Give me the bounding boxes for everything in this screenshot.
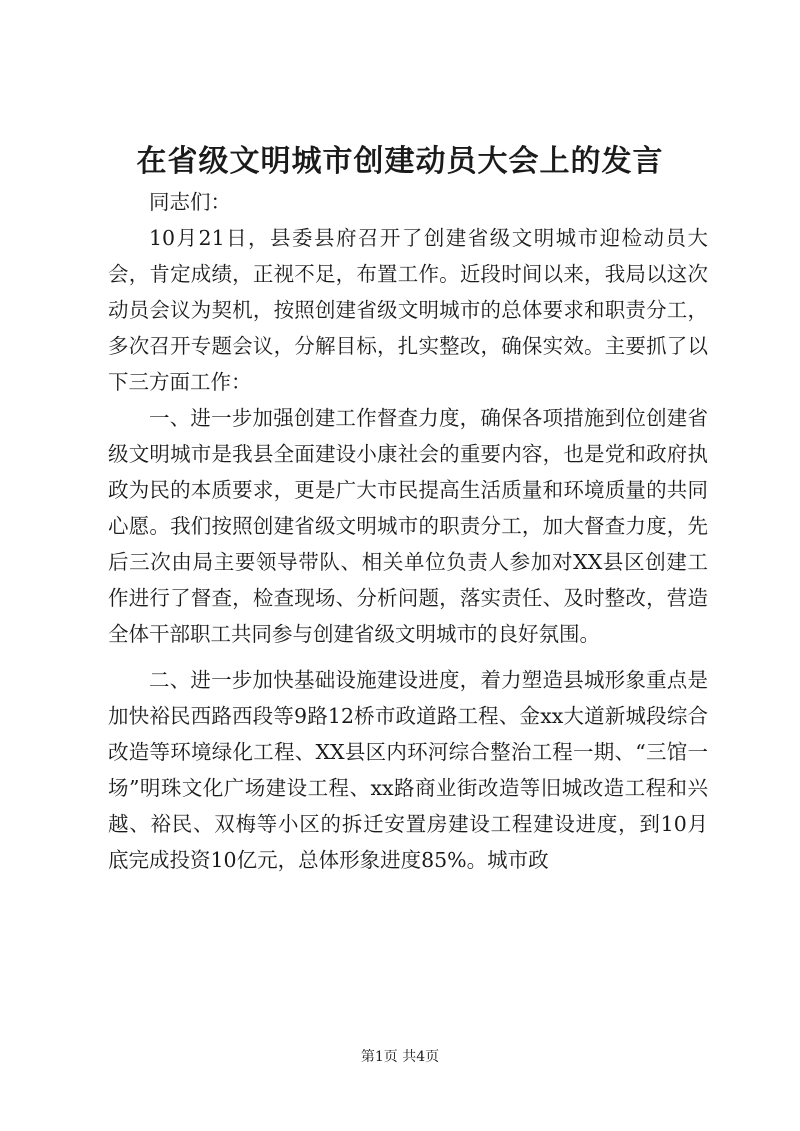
paragraph-section-one: 一、进一步加强创建工作督查力度，确保各项措施到位创建省级文明城市是我县全面建设小康社会的重要内容，也是党和政府执政为民的本质要求，更是广大市民提高生活质量和环境质量的共同心愿。我们按照创建省级文明城市的职责分工，加大督查力度，先后三次由局主要领导带队、相关单位负责人参加对XX县区创建工作进行了督查，检查现场、分析问题，落实责任、及时整改，营造全体干部职工共同参与创建省级文明城市的良好氛围。 <box>108 406 708 646</box>
page-footer: 第1页 共4页 <box>360 1049 440 1065</box>
document-title: 在省级文明城市创建动员大会上的发言 <box>136 144 664 179</box>
document-body <box>108 184 708 878</box>
salutation: 同志们： <box>149 190 231 214</box>
paragraph-intro: 10月21日，县委县府召开了创建省级文明城市迎检动员大会，肯定成绩，正视不足，布置工作。近段时间以来，我局以这次动员会议为契机，按照创建省级文明城市的总体要求和职责分工，多次召开专题会议，分解目标，扎实整改，确保实效。主要抓了以下三方面工作： <box>108 226 708 394</box>
paragraph-section-two: 二、进一步加快基础设施建设进度，着力塑造县城形象重点是加快裕民西路西段等9路12桥市政道路工程、金xx大道新城段综合改造等环境绿化工程、XX县区内环河综合整治工程一期、“三馆一场”明珠文化广场建设工程、xx路商业街改造等旧城改造工程和兴越、裕民、双梅等小区的拆迁安置房建设工程建设进度，到10月底完成投资10亿元，总体形象进度85%。城市政 <box>108 668 708 872</box>
